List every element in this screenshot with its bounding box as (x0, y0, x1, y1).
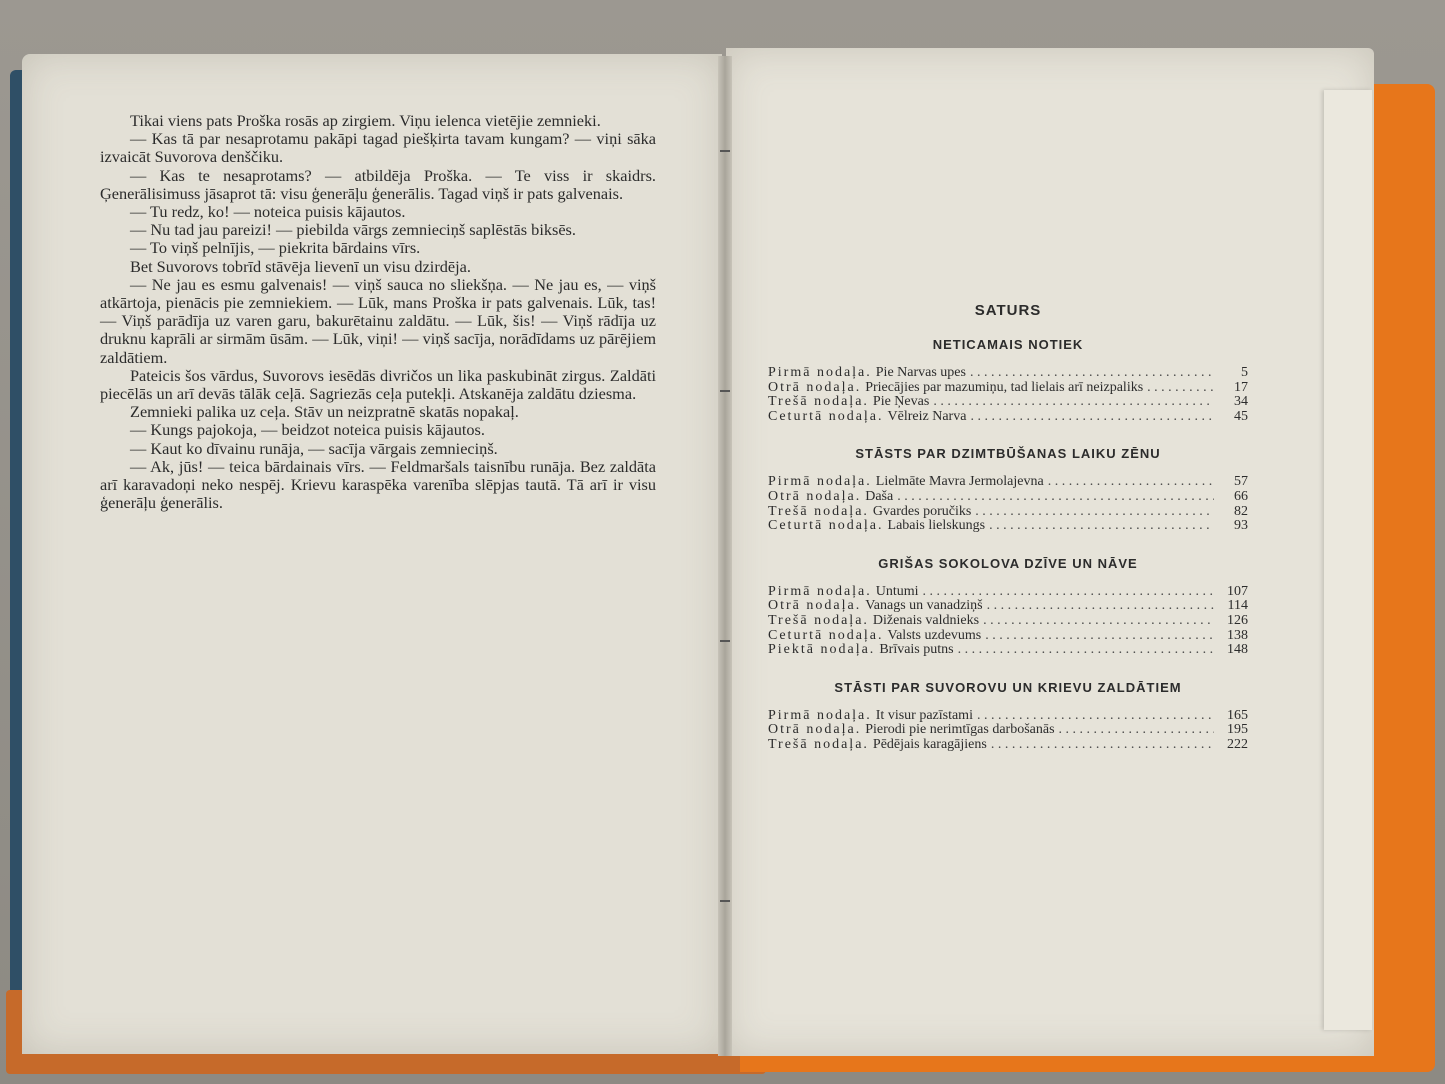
chapter-title: Diženais valdnieks (872, 612, 980, 628)
chapter-title: Pēdējais karagājiens (872, 736, 987, 752)
page-number: 5 (1241, 365, 1248, 380)
paragraph: — Ak, jūs! — teica bārdainais vīrs. — Feldmaršals taisnību runāja. Bez zaldāta arī karavadoņi neko nespēj. Krievu karaspēka varenība slēpjas tautā. Tā arī ir visu ģenerāļu ģenerālis. (100, 456, 656, 513)
chapter-title: Pie Ņevas (872, 394, 930, 410)
toc-entry (768, 395, 1248, 410)
leader-dots (933, 395, 1214, 410)
page-number: 195 (1227, 722, 1248, 738)
leader-dots (987, 599, 1214, 614)
page-number: 66 (1234, 488, 1248, 504)
toc-title: SATURS (974, 302, 1042, 319)
paragraph: Bet Suvorovs tobrīd stāvēja lievenī un visu dzirdēja. (130, 256, 471, 276)
toc-entry (768, 738, 1248, 753)
paragraph: Zemnieki palika uz ceļa. Stāv un neizpratnē skatās nopakaļ. (130, 402, 519, 422)
chapter-label: Pirmā nodaļa. (768, 474, 872, 490)
chapter-label: Pirmā nodaļa. (768, 365, 872, 380)
chapter-label: Pirmā nodaļa. (768, 583, 872, 599)
page-number: 165 (1227, 707, 1248, 723)
page-number: 126 (1227, 612, 1248, 628)
chapter-label: Otrā nodaļa. (768, 722, 862, 738)
page-number: 148 (1227, 642, 1248, 658)
chapter-title: Vēlreiz Narva (887, 408, 967, 424)
chapter-label: Otrā nodaļa. (768, 598, 862, 614)
section-title: GRIŠAS SOKOLOVA DZĪVE UN NĀVE (878, 555, 1138, 571)
toc-entry (768, 381, 1248, 396)
leader-dots (970, 410, 1214, 425)
paragraph: — Kungs pajokoja, — beidzot noteica puisis kājautos. (130, 420, 485, 440)
leader-dots (1059, 723, 1214, 738)
binding-stitch (720, 640, 730, 642)
table-of-contents (768, 302, 1248, 775)
toc-entry (768, 410, 1248, 425)
toc-entry (768, 475, 1248, 490)
binding-stitch (720, 900, 730, 902)
chapter-title: Vanags un vanadziņš (865, 598, 983, 614)
chapter-title: Valsts uzdevums (887, 627, 982, 643)
chapter-label: Otrā nodaļa. (768, 379, 862, 395)
toc-section (768, 556, 1248, 658)
chapter-title: Untumi (875, 583, 919, 599)
leader-dots (991, 738, 1214, 753)
page-number: 222 (1227, 736, 1248, 752)
paragraph: Tikai viens pats Proška rosās ap zirgiem. Viņu ielenca vietējie zemnieki. (130, 111, 601, 130)
paragraph: Pateicis šos vārdus, Suvorovs iesēdās divričos un lika paskubināt zirgus. Zaldāti piecēlās un arī devās tālāk ceļā. Sagriezās ceļa putekļi. Atskanēja zaldātu dziesma. (100, 365, 656, 404)
chapter-label: Pirmā nodaļa. (768, 707, 872, 723)
leader-dots (975, 505, 1214, 520)
chapter-label: Ceturtā nodaļa. (768, 518, 884, 534)
chapter-label: Trešā nodaļa. (768, 503, 869, 519)
left-page-text (100, 112, 656, 512)
section-title: NETICAMAIS NOTIEK (932, 337, 1084, 352)
toc-entry (768, 709, 1248, 724)
toc-section (768, 446, 1248, 533)
chapter-title: Labais lielskungs (887, 518, 986, 534)
paragraph: — To viņš pelnījis, — piekrita bārdains vīrs. (130, 238, 421, 258)
chapter-title: Daša (865, 488, 894, 504)
toc-entry (768, 614, 1248, 629)
toc-sections (768, 337, 1248, 753)
leader-dots (989, 519, 1214, 534)
chapter-label: Trešā nodaļa. (768, 612, 869, 628)
leader-dots (970, 366, 1214, 381)
leader-dots (1147, 381, 1214, 396)
chapter-title: Pie Narvas upes (875, 365, 966, 380)
toc-entry (768, 723, 1248, 738)
chapter-label: Ceturtā nodaļa. (768, 627, 884, 643)
binding-stitch (720, 150, 730, 152)
toc-entry (768, 629, 1248, 644)
toc-entry (768, 519, 1248, 534)
toc-section (768, 337, 1248, 424)
chapter-title: Priecājies par mazumiņu, tad lielais arī neizpaliks (865, 379, 1144, 395)
toc-entry (768, 599, 1248, 614)
page-number: 17 (1234, 379, 1248, 395)
page-edge (1324, 90, 1372, 1030)
paragraph: — Kaut ko dīvainu runāja, — sacīja vārgais zemnieciņš. (130, 438, 498, 458)
chapter-label: Trešā nodaļa. (768, 394, 869, 410)
page-number: 57 (1234, 474, 1248, 490)
paragraph: — Ne jau es esmu galvenais! — viņš sauca no sliekšņa. — Ne jau es, — viņš atkārtoja, pienācis pie zemniekiem. — Lūk, mans Proška ir pats galvenais. Lūk, tas! — Viņš parādīja uz varen garu, bakurētainu zaldātu. — Lūk, šis! — Viņš rādīja uz druknu kaprāli ar sirmām ūsām. — Lūk, viņi! — viņš sacīja, norādīdams uz pārējiem zaldātiem. (100, 274, 656, 367)
toc-entry (768, 643, 1248, 658)
toc-entry (768, 505, 1248, 520)
leader-dots (977, 709, 1214, 724)
page-number: 114 (1227, 598, 1248, 614)
chapter-title: Pierodi pie nerimtīgas darbošanās (865, 722, 1055, 738)
leader-dots (923, 585, 1214, 600)
chapter-title: Gvardes poručiks (872, 503, 972, 519)
toc-entry (768, 585, 1248, 600)
page-number: 93 (1234, 518, 1248, 534)
chapter-label: Trešā nodaļa. (768, 736, 869, 752)
page-number: 82 (1234, 503, 1248, 519)
leader-dots (985, 629, 1214, 644)
book-gutter (718, 56, 732, 1056)
paragraph: — Kas tā par nesaprotamu pakāpi tagad piešķirta tavam kungam? — viņi sāka izvaicāt Suvorova denščiku. (100, 129, 656, 167)
chapter-title: Brīvais putns (879, 642, 954, 658)
page-number: 34 (1234, 394, 1248, 410)
leader-dots (983, 614, 1214, 629)
paragraph: — Kas te nesaprotams? — atbildēja Proška. — Te viss ir skaidrs. Ģenerālisimuss jāsaprot tā: visu ģenerāļu ģenerālis. Tagad viņš ir pats galvenais. (100, 165, 656, 203)
chapter-label: Otrā nodaļa. (768, 488, 862, 504)
section-title: STĀSTI PAR SUVOROVU UN KRIEVU ZALDĀTIEM (834, 679, 1182, 695)
toc-entry (768, 490, 1248, 505)
leader-dots (958, 643, 1214, 658)
binding-stitch (720, 390, 730, 392)
chapter-title: It visur pazīstami (875, 707, 973, 723)
chapter-label: Piektā nodaļa. (768, 642, 876, 658)
toc-section (768, 680, 1248, 753)
chapter-label: Ceturtā nodaļa. (768, 408, 884, 424)
paragraph: — Tu redz, ko! — noteica puisis kājautos. (130, 202, 406, 222)
page-number: 107 (1227, 583, 1248, 599)
page-number: 138 (1227, 627, 1248, 643)
page-number: 45 (1234, 408, 1248, 424)
paragraph: — Nu tad jau pareizi! — piebilda vārgs zemnieciņš saplēstās biksēs. (130, 220, 576, 240)
leader-dots (897, 490, 1214, 505)
toc-entry (768, 366, 1248, 381)
chapter-title: Lielmāte Mavra Jermolajevna (875, 474, 1044, 490)
leader-dots (1048, 475, 1214, 490)
section-title: STĀSTS PAR DZIMTBŪŠANAS LAIKU ZĒNU (855, 446, 1161, 462)
